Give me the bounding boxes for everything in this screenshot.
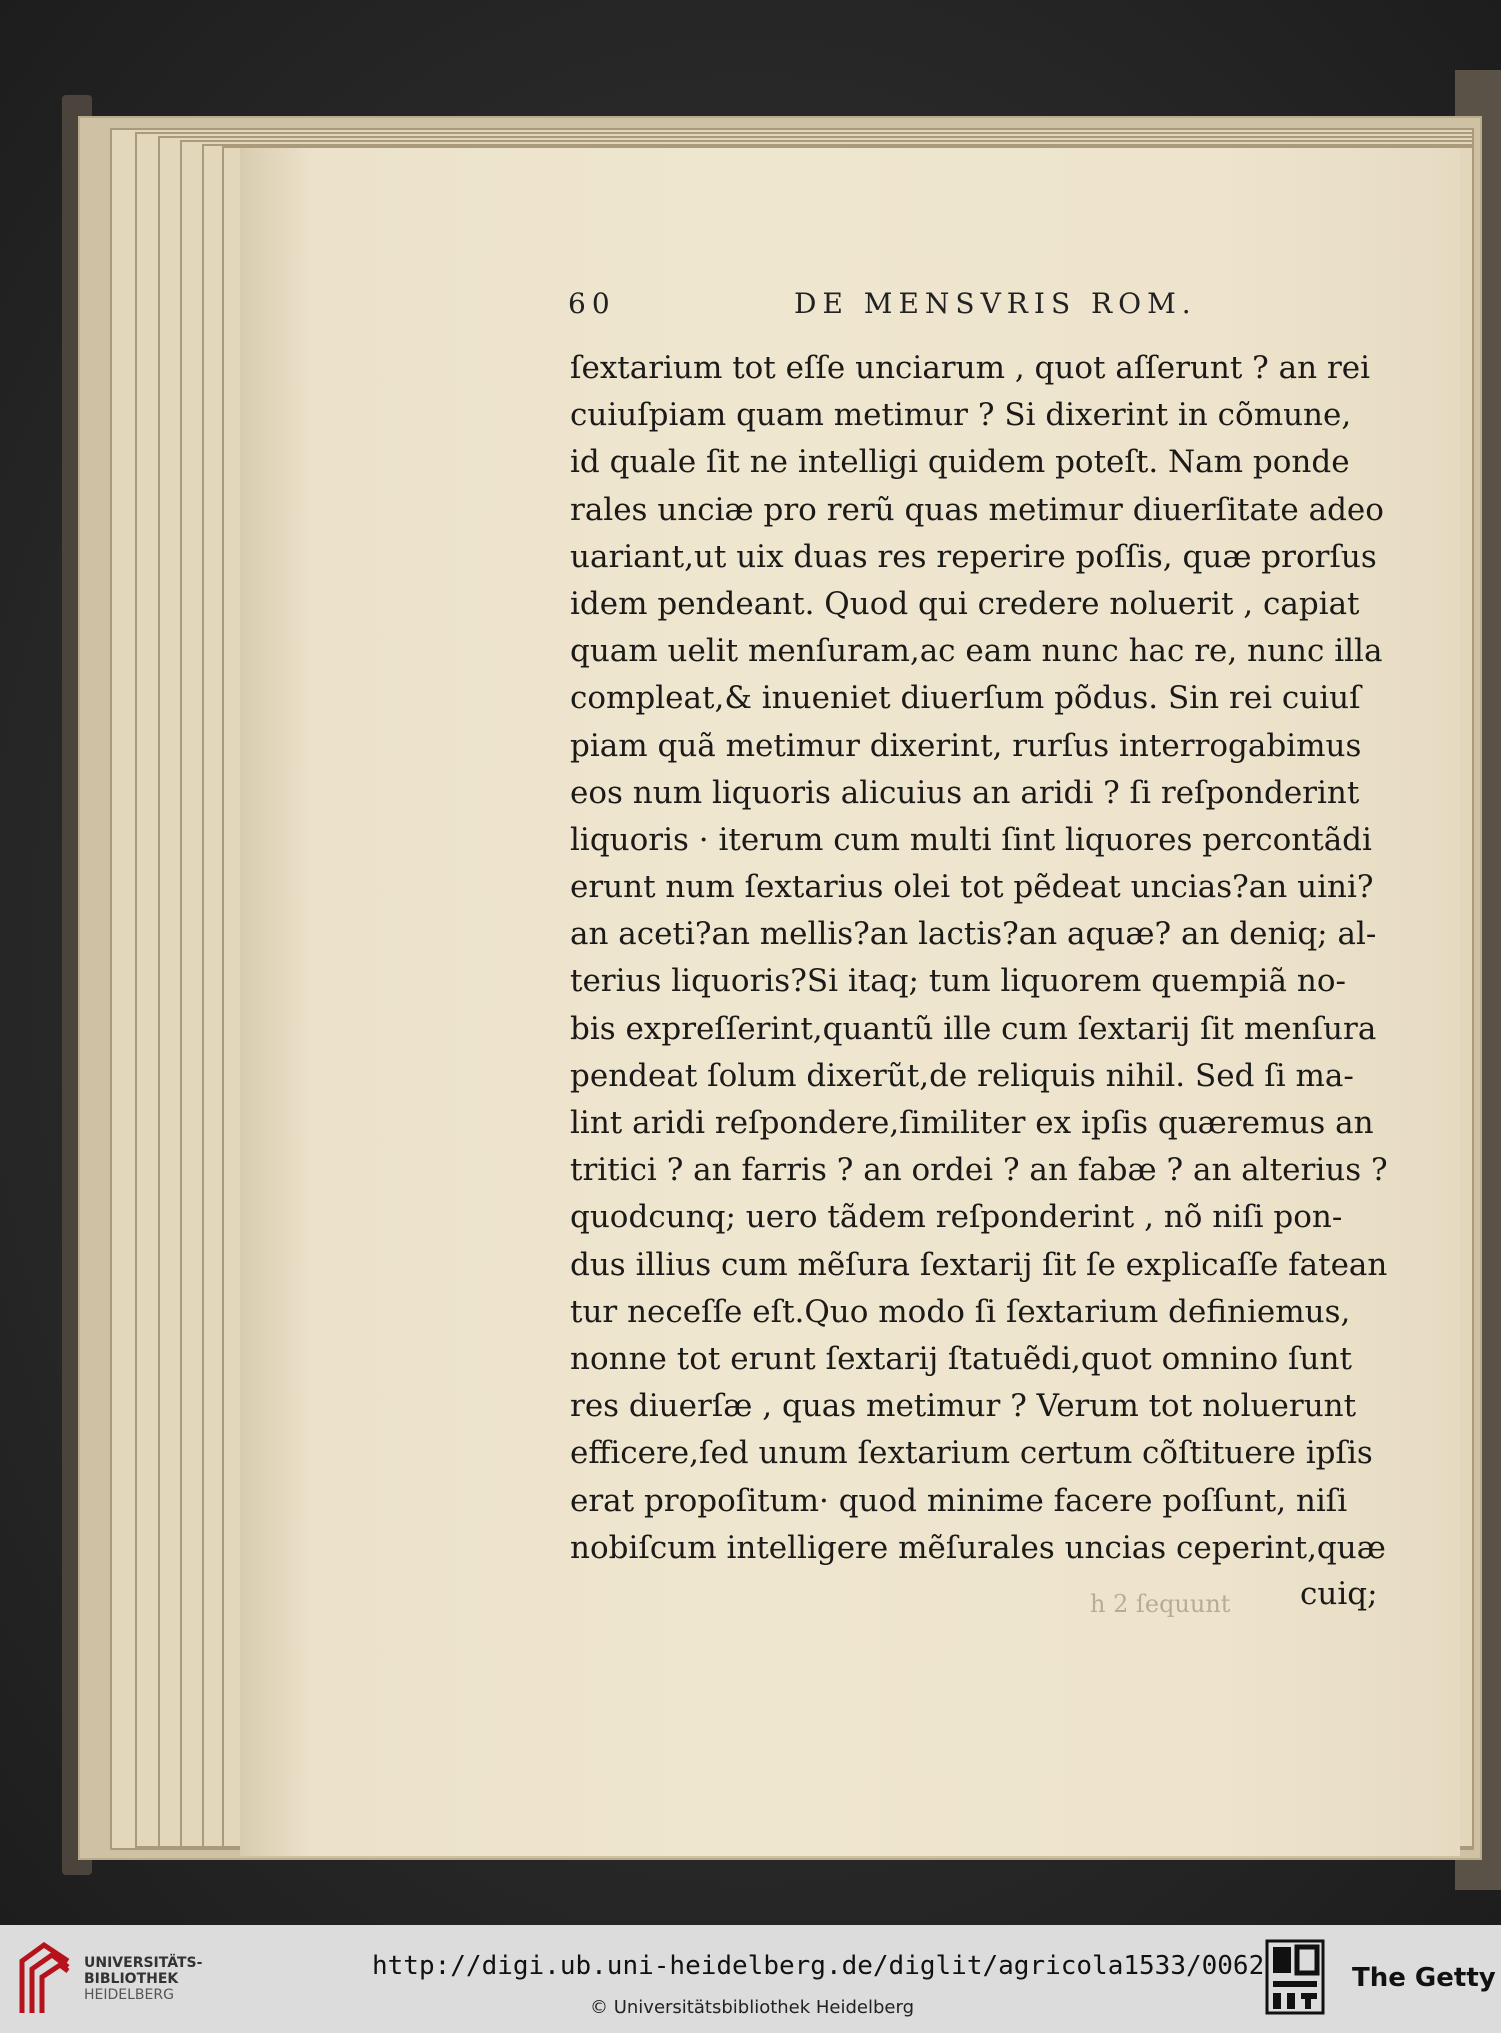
- text-line: id quale ſit ne intelligi quidem poteſt. Nam ponde: [570, 444, 1350, 481]
- library-name-line: UNIVERSITÄTS-: [84, 1955, 203, 1971]
- text-line: lint aridi reſpondere,ſimiliter ex ipſis quæremus an: [570, 1105, 1374, 1141]
- text-line: rales unciæ pro rerũ quas metimur diuerſitate adeo: [570, 491, 1384, 528]
- text-line: quam uelit menſuram,ac eam nunc hac re, nunc illa: [570, 633, 1383, 670]
- text-line: cuiuſpiam quam metimur ? Si dixerint in cõmune,: [570, 397, 1352, 434]
- text-line: erat propoſitum· quod minime facere poſſunt, niſi: [570, 1482, 1348, 1519]
- text-line: idem pendeant. Quod qui credere noluerit , capiat: [570, 585, 1360, 622]
- text-line: nobiſcum intelligere mẽſurales uncias ceperint,quæ: [570, 1529, 1386, 1566]
- text-line: dus illius cum mẽſura ſextarij ſit ſe explicaſſe fatean: [570, 1246, 1388, 1283]
- text-line: ſextarium tot eſſe unciarum , quot aſſerunt ? an rei: [570, 350, 1371, 386]
- signature-mark: h 2 ſequunt: [1090, 1590, 1231, 1618]
- partner-name: The Getty: [1352, 1963, 1496, 1993]
- body-text: [570, 345, 1388, 1572]
- text-line: bis expreſſerint,quantũ ille cum ſextarij ſit menſura: [570, 1010, 1377, 1047]
- text-line: eos num liquoris alicuius an aridi ? ſi reſponderint: [570, 774, 1360, 811]
- copyright-notice: © Universitätsbibliothek Heidelberg: [590, 1997, 915, 2018]
- getty-logo-icon[interactable]: [1265, 1937, 1325, 2017]
- running-title: DE MENSVRIS ROM.: [794, 287, 1197, 320]
- text-line: tritici ? an farris ? an ordei ? an fabæ ? an alterius ?: [570, 1152, 1388, 1189]
- permalink-url[interactable]: http://digi.ub.uni-heidelberg.de/diglit/agricola1533/0062: [372, 1951, 1265, 1981]
- text-line: erunt num ſextarius olei tot pẽdeat uncias?an uini?: [570, 869, 1374, 906]
- ub-heidelberg-logo-icon[interactable]: [18, 1941, 72, 2017]
- running-head: [568, 287, 1208, 327]
- library-name: [84, 1955, 202, 2003]
- text-line: quodcunq; uero tãdem reſponderint , nõ niſi pon-: [570, 1199, 1343, 1236]
- text-line: efficere,ſed unum ſextarium certum cõſtituere ipſis: [570, 1435, 1373, 1472]
- text-line: tur neceſſe eſt.Quo modo ſi ſextarium definiemus,: [570, 1293, 1351, 1330]
- catchword: cuiq;: [1300, 1576, 1378, 1612]
- text-line: pendeat ſolum dixerũt,de reliquis nihil. Sed ſi ma-: [570, 1057, 1354, 1094]
- text-line: liquoris · iterum cum multi ſint liquores percontãdi: [570, 821, 1372, 858]
- library-name-line: HEIDELBERG: [84, 1987, 174, 2003]
- text-line: res diuerſæ , quas metimur ? Verum tot noluerunt: [570, 1388, 1357, 1425]
- text-line: nonne tot erunt ſextarij ſtatuẽdi,quot omnino ſunt: [570, 1340, 1352, 1377]
- text-line: piam quã metimur dixerint, rurſus interrogabimus: [570, 727, 1362, 764]
- viewer-footer: [0, 1925, 1501, 2033]
- text-line: uariant,ut uix duas res reperire poſſis, quæ prorſus: [570, 538, 1377, 575]
- page-number: 60: [568, 287, 616, 320]
- text-line: terius liquoris?Si itaq; tum liquorem quempiã no-: [570, 963, 1346, 1000]
- library-name-line: BIBLIOTHEK: [84, 1971, 179, 1987]
- text-line: compleat,& inueniet diuerſum põdus. Sin rei cuiuſ: [570, 680, 1361, 717]
- text-line: an aceti?an mellis?an lactis?an aquæ? an deniq; al-: [570, 916, 1377, 953]
